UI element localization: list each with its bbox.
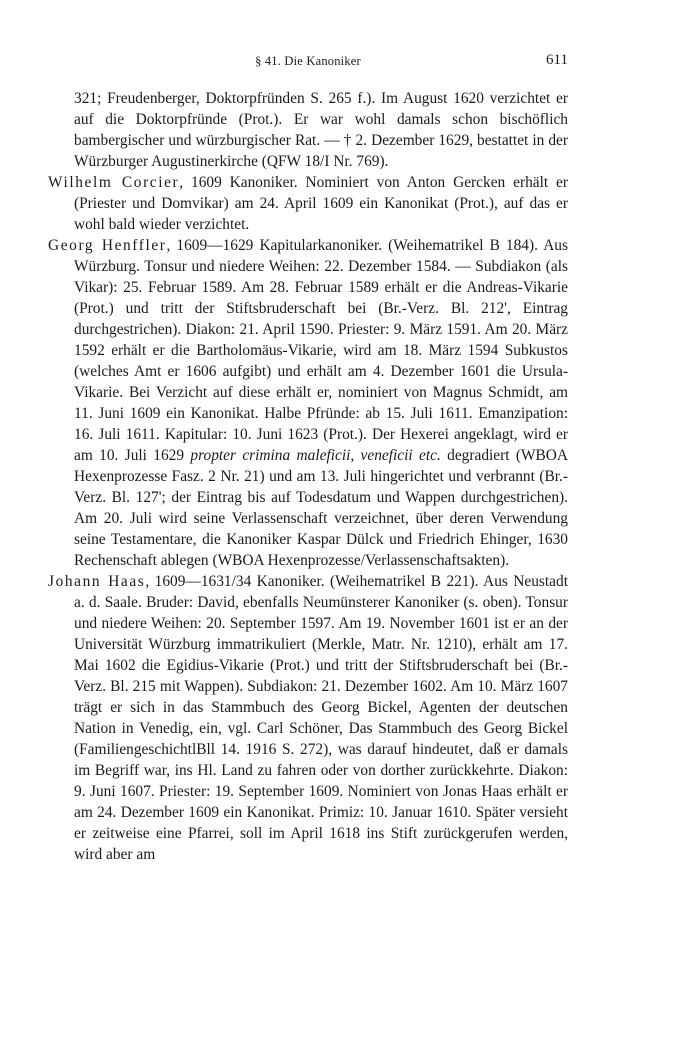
entry-italic-quote: propter crimina maleficii, veneficii etc. [190, 447, 441, 464]
page-number: 611 [546, 52, 568, 68]
entry-haas [48, 571, 568, 865]
entry-text: , 1609 Kanoniker. Nominiert von Anton Gercken erhält er (Priester und Domvikar) am 24. April 1609 ein Kanonikat (Prot.), auf das er wohl bald wieder verzichtet. [74, 174, 568, 233]
entry-text: , 1609—1631/34 Kanoniker. (Weihematrikel B 221). Aus Neustadt a. d. Saale. Bruder: David, ebenfalls Neumünsterer Kanoniker (s. oben). Tonsur und niedere Weihen: 20. September 1597. Am 19. November 1601 ist er an der Universität Würzburg immatrikuliert (Merkle, Matr. Nr. 1210), erhält am 17. Mai 1602 die Egidius-Vikarie (Prot.) und tritt der Stiftsbruderschaft bei (Br.-Verz. Bl. 215 mit Wappen). Subdiakon: 21. Dezember 1602. Am 10. März 1607 trägt er sich in das Stammbuch des Georg Bickel, Agenten der deutschen Nation in Venedig, ein, vgl. Carl Schöner, Das Stammbuch des Georg Bickel (FamiliengeschichtlBll 14. 1916 S. 272), was darauf hindeutet, daß er damals im Begriff war, ins Hl. Land zu fahren oder von dorther zurückkehrte. Diakon: 9. Juni 1607. Priester: 19. September 1609. Nominiert von Jonas Haas erhält er am 24. Dezember 1609 ein Kanonikat. Primiz: 10. Januar 1610. Später versieht er zeitweise eine Pfarrei, soll im April 1618 ins Stift zurückgerufen werden, wird aber am [74, 573, 568, 863]
entry-name: Johann Haas [48, 573, 146, 590]
entry-henffler [48, 235, 568, 571]
entry-text-after: degradiert (WBOA Hexenprozesse Fasz. 2 Nr. 21) und am 13. Juli hingerichtet und verbrannt (Br.-Verz. Bl. 127'; der Eintrag bis auf Todesdatum und Wappen durchgestrichen). Am 20. Juli wird seine Verlassenschaft verzeichnet, über deren Verwendung seine Testamentare, die Kanoniker Kaspar Dülck und Friedrich Ehinger, 1630 Rechenschaft ablegen (WBOA Hexenprozesse/Verlassenschaftsakten). [74, 447, 569, 569]
page-header [48, 54, 568, 74]
entry-name: Wilhelm Corcier [48, 174, 180, 191]
entry-text: , 1609—1629 Kapitularkanoniker. (Weihematrikel B 184). Aus Würzburg. Tonsur und niedere Weihen: 22. Dezember 1584. — Subdiakon (als Vikar): 25. Februar 1589. Am 28. Februar 1589 erhält er die Andreas-Vikarie (Prot.) und tritt der Stiftsbruderschaft bei (Br.-Verz. Bl. 212', Eintrag durchgestrichen). Diakon: 21. April 1590. Priester: 9. März 1591. Am 20. März 1592 erhält er die Bartholomäus-Vikarie, wird am 18. März 1594 Subkustos (welches Amt er 1606 aufgibt) und erhält am 4. Dezember 1601 die Ursula-Vikarie. Bei Verzicht auf diese erhält er, nominiert von Magnus Schmidt, am 11. Juni 1609 ein Kanonikat. Halbe Pfründe: ab 15. Juli 1611. Emanzipation: 16. Juli 1611. Kapitular: 10. Juni 1623 (Prot.). Der Hexerei angeklagt, wird er am 10. Juli 1629 [74, 237, 568, 464]
entry-name: Georg Henffler [48, 237, 167, 254]
entry-text: 321; Freudenberger, Doktorpfründen S. 265 f.). Im August 1620 verzichtet er auf die Doktorpfründe (Prot.). Er war wohl damals schon bischöflich bambergischer und würzburgischer Rat. — † 2. Dezember 1629, bestattet in der Würzburger Augustinerkirche (QFW 18/I Nr. 769). [74, 90, 568, 170]
entry-corcier [48, 172, 568, 235]
continuation-paragraph [48, 88, 568, 172]
running-title: § 41. Die Kanoniker [255, 54, 361, 68]
text-body [48, 88, 568, 865]
